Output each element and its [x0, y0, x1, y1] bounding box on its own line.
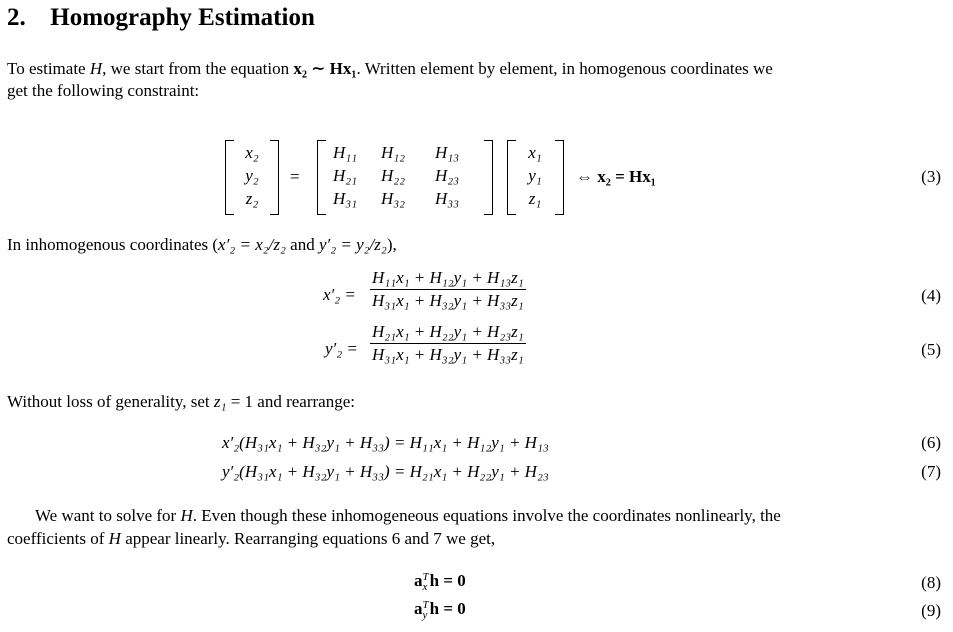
- text: , we start from the equation: [102, 59, 294, 78]
- math-inline-equation: x₂ ∼ Hx₁: [293, 59, 357, 78]
- paragraph-without-loss: [7, 392, 355, 412]
- vector-x2: [239, 143, 265, 209]
- paragraph-inhomogenous: [7, 235, 397, 255]
- matrix-cell: z₁: [528, 189, 542, 208]
- fraction: [370, 268, 526, 311]
- text: Without loss of generality, set: [7, 392, 214, 411]
- matrix-cell: H₃₂: [381, 189, 406, 208]
- paragraph-solve-line2: [7, 529, 495, 549]
- text: . Written element by element, in homogenous coordinates we: [356, 59, 773, 78]
- equation-body: y′₂(H₃₁x₁ + H₃₂y₁ + H₃₃) = H₂₁x₁ + H₂₂y₁ + H₂₃: [222, 462, 549, 481]
- matrix-cell: H₁₃: [435, 143, 460, 162]
- bracket-left: [317, 140, 326, 215]
- vector-x1: [521, 143, 549, 209]
- equation-number: (4): [921, 286, 941, 305]
- math-inline: x′₂ = x₂/z₂: [218, 235, 286, 254]
- math-H: H: [180, 506, 193, 525]
- bracket-left: [507, 140, 516, 215]
- section-number: 2.: [7, 4, 26, 31]
- equation-number: (7): [921, 462, 941, 481]
- text: To estimate: [7, 59, 90, 78]
- text: We want to solve for: [35, 506, 181, 525]
- bracket-right: [484, 140, 493, 215]
- equation-number: (8): [921, 573, 941, 592]
- text: . Even though these inhomogeneous equations involve the coordinates nonlinearly, the: [192, 506, 781, 525]
- paragraph-intro-line2: get the following constraint:: [7, 81, 200, 100]
- bracket-left: [225, 140, 234, 215]
- bracket-right: [270, 140, 279, 215]
- matrix-cell: y₂: [245, 166, 259, 185]
- bracket-right: [555, 140, 564, 215]
- paragraph-solve-line1: [35, 506, 781, 526]
- matrix-cell: H₂₂: [381, 166, 406, 185]
- matrix-cell: H₂₃: [435, 166, 460, 185]
- subscript: x: [422, 581, 428, 594]
- equals-sign: =: [290, 167, 300, 186]
- math-inline: z₁: [213, 392, 227, 411]
- text: ),: [386, 235, 397, 254]
- subscript: y: [422, 609, 428, 622]
- paragraph-intro-line1: [7, 59, 773, 79]
- equation-number: (3): [921, 167, 941, 186]
- matrix-cell: H₁₁: [333, 143, 358, 162]
- equation-number: (5): [921, 340, 941, 359]
- matrix-H: [333, 143, 485, 209]
- equation-3-tail: ⇔ x₂ = Hx₁: [576, 167, 656, 186]
- matrix-cell: H₃₁: [333, 189, 358, 208]
- math-H: H: [108, 529, 121, 548]
- denominator: H₃₁x₁ + H₃₂y₁ + H₃₃z₁: [372, 291, 524, 310]
- numerator: H₂₁x₁ + H₂₂y₁ + H₂₃z₁: [370, 322, 526, 344]
- text: and: [285, 235, 319, 254]
- superscript: T: [422, 599, 429, 612]
- text: In inhomogenous coordinates (: [7, 235, 219, 254]
- section-title: Homography Estimation: [50, 4, 315, 31]
- equation-lhs: x′₂ =: [323, 285, 356, 304]
- matrix-cell: x₂: [245, 143, 259, 162]
- denominator: H₃₁x₁ + H₃₂y₁ + H₃₃z₁: [372, 345, 524, 364]
- equation-body: x′₂(H₃₁x₁ + H₃₂y₁ + H₃₃) = H₁₁x₁ + H₁₂y₁ + H₁₃: [222, 433, 549, 452]
- math-H: H: [89, 59, 103, 78]
- superscript: T: [422, 571, 429, 584]
- text: coefficients of: [7, 529, 109, 548]
- equation-rest: h = 0: [429, 571, 466, 590]
- matrix-cell: x₁: [528, 143, 542, 162]
- equation-number: (6): [921, 433, 941, 452]
- equation-lhs: y′₂ =: [325, 339, 358, 358]
- math-inline: y′₂ = y₂/z₂: [318, 235, 387, 254]
- numerator: H₁₁x₁ + H₁₂y₁ + H₁₃z₁: [370, 268, 526, 290]
- text: = 1 and rearrange:: [226, 392, 355, 411]
- matrix-cell: z₂: [245, 189, 259, 208]
- vector-a: a: [414, 599, 423, 618]
- matrix-cell: H₂₁: [333, 166, 358, 185]
- vector-a: a: [414, 571, 423, 590]
- equation-body: [414, 571, 466, 592]
- equation-body: [414, 599, 466, 620]
- section-heading: [7, 4, 315, 32]
- equation-number: (9): [921, 601, 941, 620]
- matrix-cell: y₁: [528, 166, 542, 185]
- fraction: [370, 322, 526, 365]
- matrix-cell: H₃₃: [435, 189, 460, 208]
- equation-rest: h = 0: [429, 599, 466, 618]
- text: appear linearly. Rearranging equations 6 and 7 we get,: [120, 529, 496, 548]
- matrix-cell: H₁₂: [381, 143, 406, 162]
